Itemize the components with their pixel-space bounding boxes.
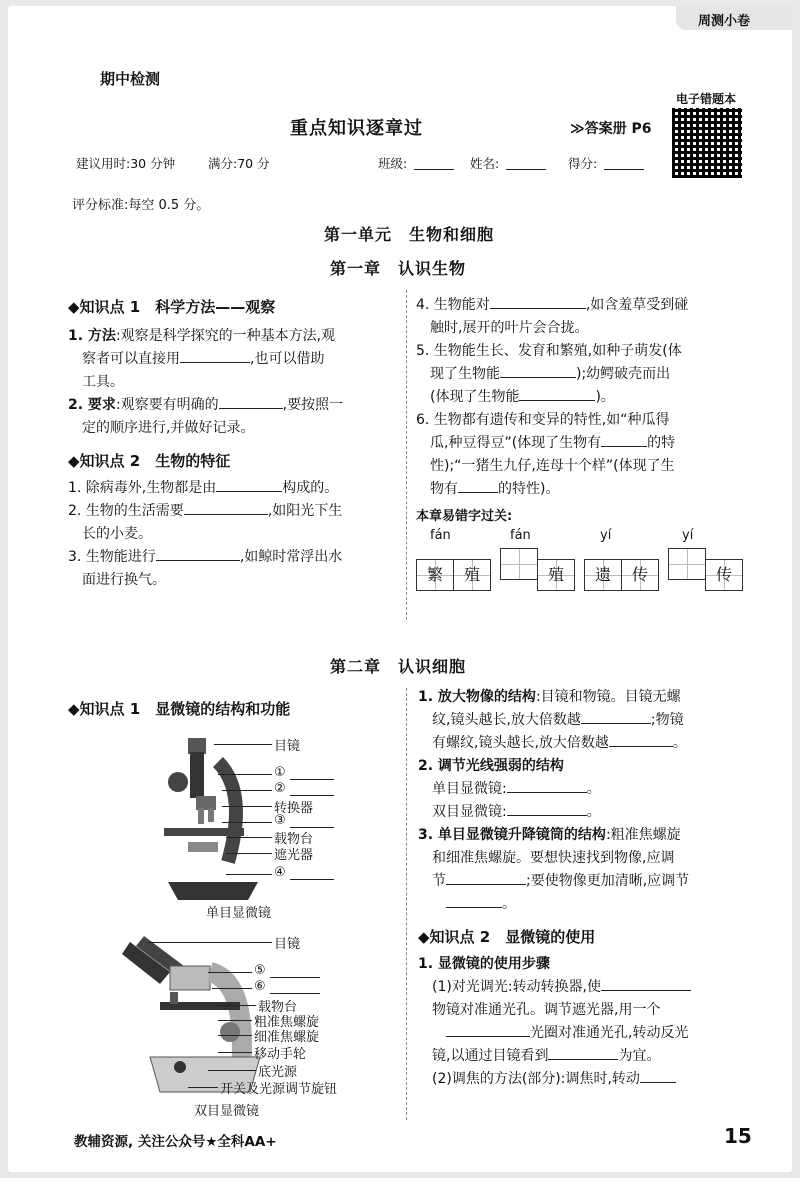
- leader-line: [218, 774, 272, 775]
- blank-mono-3[interactable]: [290, 813, 334, 828]
- bino-label-5: ⑤: [254, 963, 266, 978]
- pinyin-row: [416, 526, 756, 546]
- kp2-i2-text3: 长的小麦。: [82, 526, 152, 542]
- ch2-i1-text5: 。: [672, 735, 687, 751]
- char-cell[interactable]: 殖: [537, 559, 575, 591]
- class-blank[interactable]: [414, 155, 454, 170]
- ch2-i1-text: :目镜和物镜。目镜无螺: [535, 689, 681, 705]
- name-label: 姓名:: [470, 156, 500, 171]
- chapter2-title: 第二章 认识细胞: [330, 657, 467, 676]
- name-blank[interactable]: [506, 155, 546, 170]
- leader-line: [226, 853, 272, 854]
- kp1-i1-text4: 工具。: [82, 374, 124, 390]
- score-label: 得分:: [568, 156, 598, 171]
- ch1-right: [416, 294, 756, 591]
- kp2-i2-text: 2. 生物的生活需要: [68, 503, 184, 519]
- leader-line: [212, 988, 252, 989]
- kp2-i2-text2: ,如阳光下生: [267, 503, 343, 519]
- blank-view[interactable]: [548, 1045, 618, 1060]
- ch1-i5-text5: )。: [595, 389, 615, 405]
- mono-caption: 单目显微镜: [206, 906, 272, 921]
- char-cell[interactable]: 繁: [416, 559, 454, 591]
- kp2-title: ◆知识点 2 生物的特征: [68, 452, 231, 470]
- ch2-i2-bino: 双目显微镜:: [432, 804, 507, 820]
- ch1-i6-text5: 物有: [430, 481, 458, 497]
- ch1-i6-text3: 的特: [647, 435, 676, 451]
- ch2-right: [418, 686, 758, 1091]
- blank-objective-mag[interactable]: [609, 732, 673, 747]
- bino-label-light: 底光源: [258, 1065, 298, 1080]
- mono-label-2: ②: [274, 781, 286, 796]
- blank-focus[interactable]: [640, 1068, 676, 1083]
- kp1-title: ◆知识点 1 科学方法——观察: [68, 298, 276, 316]
- kp2-i1-text2: 构成的。: [282, 480, 339, 496]
- mono-label-stage: 载物台: [274, 832, 314, 847]
- ch1-i5-text2: 现了生物能: [430, 366, 500, 382]
- pinyin-2: fán: [510, 528, 531, 543]
- period: 。: [586, 804, 601, 820]
- blank-nutrition[interactable]: [184, 500, 268, 515]
- leader-line: [218, 1052, 252, 1053]
- ch2-i3-text3: 节: [432, 873, 446, 889]
- bino-label-switch: 开关及光源调节旋钮: [220, 1082, 338, 1097]
- ch2-i2-head: 2. 调节光线强弱的结构: [418, 758, 564, 774]
- bino-label-eyepiece: 目镜: [274, 937, 301, 952]
- ch2-s1-text4: 镜,以通过目镜看到: [432, 1048, 549, 1064]
- ch2-s1-text: (1)对光调光:转动转换器,使: [432, 979, 601, 995]
- ch2-i3-text5: 。: [502, 896, 516, 912]
- kp1-i1-text2: 察者可以直接用: [82, 351, 180, 367]
- blank-bino-6[interactable]: [270, 979, 320, 994]
- mono-label-4: ④: [274, 865, 286, 880]
- kp1-i1-text: :观察是科学探究的一种基本方法,观: [115, 328, 336, 344]
- ch2-s1-text2: 物镜对准通光孔。调节遮光器,用一个: [432, 1002, 661, 1018]
- mono-label-eyepiece: 目镜: [274, 739, 301, 754]
- kp1-i2-text: :观察要有明确的: [115, 397, 219, 413]
- bino-label-fine: 细准焦螺旋: [254, 1030, 320, 1045]
- bino-caption: 双目显微镜: [194, 1104, 260, 1119]
- ch2-i2-mono: 单目显微镜:: [432, 781, 507, 797]
- blank-aperture[interactable]: [446, 1022, 530, 1037]
- ch1-i6-text6: 的特性)。: [498, 481, 560, 497]
- kp2-i1-text: 1. 除病毒外,生物都是由: [68, 480, 217, 496]
- blank-breathing[interactable]: [156, 546, 240, 561]
- char-cell[interactable]: 传: [705, 559, 743, 591]
- char-cell[interactable]: [668, 548, 706, 580]
- char-cell[interactable]: 遗: [584, 559, 622, 591]
- ch2-i1-text4: 有螺纹,镜头越长,放大倍数越: [432, 735, 609, 751]
- pinyin-1: fán: [430, 528, 451, 543]
- blank-objective-type[interactable]: [601, 976, 691, 991]
- leader-line: [226, 837, 272, 838]
- blank-variation[interactable]: [458, 478, 498, 493]
- blank-light-bino[interactable]: [507, 801, 587, 816]
- kp2-i3-text3: 面进行换气。: [82, 572, 166, 588]
- blank-stimulus[interactable]: [490, 294, 586, 309]
- ch1-i5-text4: (体现了生物能: [430, 389, 520, 405]
- blank-cell[interactable]: [216, 477, 282, 492]
- period: 。: [586, 781, 601, 797]
- blank-mono-2[interactable]: [290, 781, 334, 796]
- char-cell[interactable]: 殖: [453, 559, 491, 591]
- mono-label-3: ③: [274, 813, 286, 828]
- time-suggest: 建议用时:30 分钟: [76, 156, 176, 171]
- bino-label-6: ⑥: [254, 979, 266, 994]
- blank-fine[interactable]: [446, 893, 502, 908]
- ch2-i3-text2: 和细准焦螺旋。要想快速找到物像,应调: [432, 850, 675, 866]
- mono-label-diaphragm: 遮光器: [274, 848, 314, 863]
- blank-mono-1[interactable]: [290, 765, 334, 780]
- bino-label-coarse: 粗准焦螺旋: [254, 1015, 320, 1030]
- ch1-i5-text3: );幼鳄破壳而出: [576, 366, 671, 382]
- pinyin-3: yí: [600, 528, 612, 543]
- leader-line: [226, 874, 272, 875]
- ch2-i3-text4: ;要使物像更加清晰,应调节: [526, 873, 690, 889]
- char-grid: [416, 548, 756, 591]
- leader-line: [208, 1070, 256, 1071]
- char-cell[interactable]: [500, 548, 538, 580]
- ch2-kp1-title: ◆知识点 1 显微镜的结构和功能: [68, 700, 291, 718]
- leader-line: [222, 790, 272, 791]
- ch1-i4-text: 4. 生物能对: [416, 297, 490, 313]
- typo-title: 本章易错字过关:: [416, 509, 513, 524]
- blank-coarse[interactable]: [446, 870, 526, 885]
- leader-line: [214, 1005, 256, 1006]
- blank-reproduce[interactable]: [519, 386, 595, 401]
- monocular-microscope-icon: [158, 732, 268, 902]
- blank-mono-4[interactable]: [290, 865, 334, 880]
- answer-ref: ≫答案册 P6: [570, 121, 652, 137]
- leader-line: [218, 1035, 252, 1036]
- ch2-i3-head: 3. 单目显微镜升降镜筒的结构: [418, 827, 606, 843]
- page-title: 重点知识逐章过: [290, 118, 423, 139]
- ch2-s1-head: 1. 显微镜的使用步骤: [418, 956, 550, 972]
- binocular-microscope-icon: [120, 932, 270, 1102]
- char-cell[interactable]: 传: [621, 559, 659, 591]
- blank-growth[interactable]: [500, 363, 576, 378]
- qr-title: 电子错题本: [676, 92, 737, 106]
- kp1-i2-head: 2. 要求: [68, 397, 116, 413]
- ch2-i3-text: :粗准焦螺旋: [605, 827, 681, 843]
- bino-label-stage: 载物台: [258, 1000, 298, 1015]
- ch2-i1-text3: ;物镜: [650, 712, 684, 728]
- class-label: 班级:: [378, 156, 408, 171]
- blank-light-mono[interactable]: [507, 778, 587, 793]
- column-divider: [406, 290, 407, 620]
- ch2-s1-text5: 为宜。: [618, 1048, 661, 1064]
- footer-text: 教辅资源, 关注公众号★全科AA+: [74, 1134, 277, 1150]
- blank-observe-goal[interactable]: [219, 394, 283, 409]
- qr-code-icon[interactable]: [672, 108, 742, 178]
- blank-bino-5[interactable]: [270, 963, 320, 978]
- mono-label-revolver: 转换器: [274, 801, 314, 816]
- ch2-kp2-title: ◆知识点 2 显微镜的使用: [418, 928, 596, 946]
- unit-title: 第一单元 生物和细胞: [324, 225, 495, 244]
- blank-eyepiece-mag[interactable]: [581, 709, 651, 724]
- criteria: 评分标准:每空 0.5 分。: [72, 198, 210, 213]
- bino-label-handwheel: 移动手轮: [254, 1047, 307, 1062]
- kp2-i3-text2: ,如鲸时常浮出水: [239, 549, 343, 565]
- ch2-i1-head: 1. 放大物像的结构: [418, 689, 536, 705]
- kp1-i2-text3: 定的顺序进行,并做好记录。: [82, 420, 255, 436]
- kp2-i3-text: 3. 生物能进行: [68, 549, 156, 565]
- ch1-i4-text3: 触时,展开的叶片会合拢。: [430, 320, 589, 336]
- mono-label-1: ①: [274, 765, 286, 780]
- ch1-i6-text2: 瓜,种豆得豆”(体现了生物有: [430, 435, 602, 451]
- chapter1-title: 第一章 认识生物: [330, 259, 467, 278]
- leader-line: [148, 942, 272, 943]
- leader-line: [222, 806, 272, 807]
- page-number: 15: [724, 1124, 752, 1148]
- ch1-i6-text: 6. 生物都有遗传和变异的特性,如“种瓜得: [416, 412, 670, 428]
- ch2-s1-text3: 光圈对准通光孔,转动反光: [530, 1025, 689, 1041]
- leader-line: [208, 972, 252, 973]
- pinyin-4: yí: [682, 528, 694, 543]
- ch2-i1-text2: 纹,镜头越长,放大倍数越: [432, 712, 581, 728]
- score-blank[interactable]: [604, 155, 644, 170]
- leader-line: [218, 1020, 252, 1021]
- ch1-left: [68, 296, 402, 592]
- ch2-s2-text: (2)调焦的方法(部分):调焦时,转动: [432, 1071, 640, 1087]
- header-left: 期中检测: [100, 70, 161, 88]
- ch1-i5-text: 5. 生物能生长、发育和繁殖,如种子萌发(体: [416, 343, 682, 359]
- leader-line: [188, 1087, 218, 1088]
- kp1-i1-head: 1. 方法: [68, 328, 116, 344]
- ch1-i4-text2: ,如含羞草受到碰: [585, 297, 689, 313]
- full-score: 满分:70 分: [208, 156, 270, 171]
- kp1-i2-text2: ,要按照一: [282, 397, 344, 413]
- column-divider-2: [406, 688, 407, 1120]
- blank-heredity[interactable]: [601, 432, 647, 447]
- blank-observe-direct[interactable]: [180, 348, 250, 363]
- leader-line: [214, 744, 272, 745]
- leader-line: [222, 822, 272, 823]
- kp1-i1-text3: ,也可以借助: [250, 351, 325, 367]
- ch1-i6-text4: 性);“一猪生九仔,连母十个样”(体现了生: [430, 458, 675, 474]
- worksheet-page: [8, 6, 792, 1172]
- header-right: 周测小卷: [698, 14, 751, 29]
